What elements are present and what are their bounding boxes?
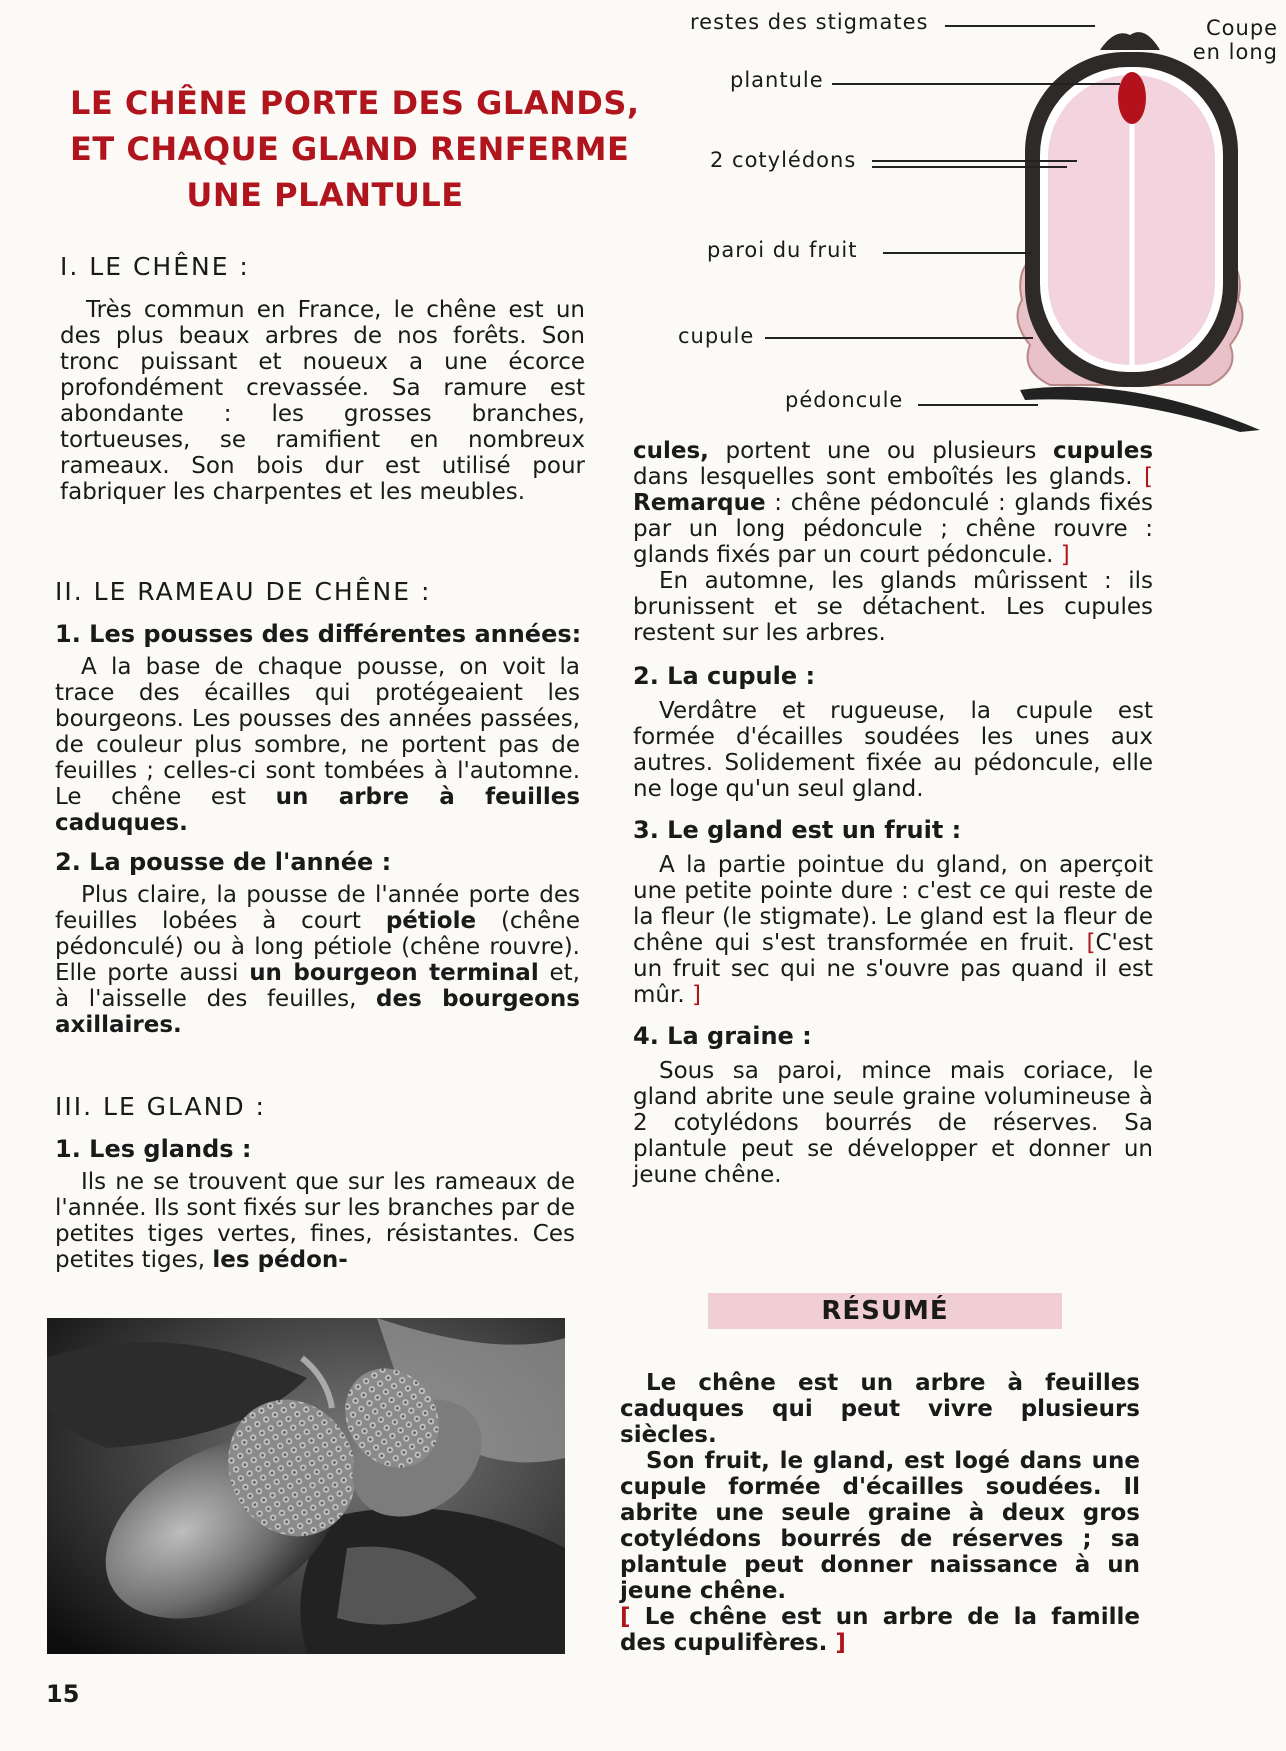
paragraph <box>633 438 1153 568</box>
paragraph-text: (chêne pédonculé) ou à long pétiole (chêne rouvre). Elle porte aussi <box>55 908 581 986</box>
leader-line <box>945 25 1095 27</box>
subsection-title: 1. Les pousses des différentes années: <box>55 620 582 648</box>
subsection-title: 2. La cupule : <box>633 662 816 690</box>
right-column <box>633 438 1153 1188</box>
paragraph-text: En automne, les glands mûrissent : ils brunissent et se détachent. Les cupules restent sur les arbres. <box>633 568 1153 646</box>
bold-text: cules, <box>633 438 709 464</box>
section-rameau <box>55 577 580 1038</box>
title-line-3: UNE PLANTULE <box>186 176 464 214</box>
acorn-diagram-drawing <box>620 0 1286 440</box>
caption-coupe: Coupe <box>1206 16 1279 40</box>
resume-paragraph <box>620 1604 1140 1656</box>
bold-text: cupules <box>1052 438 1154 464</box>
section-heading: III. LE GLAND : <box>55 1092 266 1121</box>
title-line-1: LE CHÊNE PORTE DES GLANDS, <box>70 84 640 122</box>
subsection-title: 2. La pousse de l'année : <box>55 848 392 876</box>
leader-line <box>832 83 1120 85</box>
resume-text: Le chêne est un arbre de la famille des cupulifères. <box>620 1604 1140 1656</box>
resume-text: Le chêne est un arbre à feuilles caduques qui peut vivre plusieurs siècles. <box>620 1370 1140 1448</box>
bracket: ] <box>1060 542 1070 568</box>
bracket: ] <box>835 1630 846 1656</box>
bracket: [ <box>620 1604 631 1630</box>
label-pedoncule: pédoncule <box>785 388 904 412</box>
subsection-title: 4. La graine : <box>633 1022 812 1050</box>
paragraph-text: Très commun en France, le chêne est un des plus beaux arbres de nos forêts. Son tronc puissant et noueux a une écorce profondément crevassée. Sa ramure est abondante : les grosses branches, tortueuses, se ramifient en nombreux rameaux. Son bois dur est utilisé pour fabriquer les charpentes et les meubles. <box>60 297 585 505</box>
subsection-title: 1. Les glands : <box>55 1135 252 1163</box>
acorn-section-diagram <box>620 0 1286 440</box>
resume-paragraph <box>620 1370 1140 1448</box>
paragraph <box>55 882 580 1038</box>
resume-paragraph <box>620 1448 1140 1604</box>
label-plantule: plantule <box>730 68 824 92</box>
title-line-2: ET CHAQUE GLAND RENFERME <box>70 130 630 168</box>
paragraph <box>60 297 585 505</box>
bold-text: les pédon- <box>212 1247 348 1273</box>
paragraph <box>55 654 580 836</box>
paragraph-text: portent une ou plusieurs <box>725 438 1037 464</box>
paragraph-text: Ils ne se trouvent que sur les rameaux de l'année. Ils sont fixés sur les branches par de petites tiges vertes, fines, résistantes. Ces petites tiges, <box>55 1169 575 1273</box>
bold-text: pétiole <box>385 908 477 934</box>
leader-line <box>883 252 1033 254</box>
leader-line <box>872 160 1077 162</box>
bold-text: des bourgeons axillaires. <box>55 986 580 1038</box>
section-heading: II. LE RAMEAU DE CHÊNE : <box>55 577 432 606</box>
caption-en-long: en long <box>1192 40 1278 64</box>
bracket: ] <box>691 982 701 1008</box>
acorn-photo <box>47 1318 565 1654</box>
paragraph <box>633 568 1153 646</box>
remark-text: : chêne pédonculé : glands fixés par un long pédoncule ; chêne rouvre : glands fixés par un court pédoncule. <box>633 490 1153 568</box>
paragraph <box>633 698 1153 802</box>
paragraph <box>55 1169 575 1273</box>
paragraph <box>633 852 1153 1008</box>
paragraph-text: dans lesquelles sont emboîtés les glands. <box>633 464 1133 490</box>
resume-title: RÉSUMÉ <box>821 1296 949 1326</box>
acorn-photo-image <box>47 1318 565 1654</box>
section-gland <box>55 1092 575 1273</box>
paragraph-text: et, à l'aisselle des feuilles, <box>55 960 580 1012</box>
section-heading: I. LE CHÊNE : <box>60 252 250 281</box>
paragraph <box>633 1058 1153 1188</box>
subsection-title: 3. Le gland est un fruit : <box>633 816 962 844</box>
paragraph-text: A la partie pointue du gland, on aperçoit une petite pointe dure : c'est ce qui reste de la fleur (le stigmate). Le gland est la fleur de chêne qui s'est transformée en fruit. <box>633 852 1153 956</box>
bracket: [ <box>1086 930 1096 956</box>
bold-text: un arbre à feuilles caduques. <box>55 784 581 836</box>
paragraph-text: Verdâtre et rugueuse, la cupule est formée d'écailles soudées les unes aux autres. Solidement fixée au pédoncule, elle ne loge qu'un seul gland. <box>633 698 1153 802</box>
leader-line <box>765 337 1033 339</box>
label-stigmates: restes des stigmates <box>690 10 929 34</box>
paragraph-text: Sous sa paroi, mince mais coriace, le gland abrite une seule graine volumineuse à 2 cotylédons bourrés de réserves. Sa plantule peut se développer et donner un jeune chêne. <box>633 1058 1153 1188</box>
paragraph-text: A la base de chaque pousse, on voit la trace des écailles qui protégeaient les bourgeons. Les pousses des années passées, de couleur plus sombre, ne portent pas de feuilles ; celles-ci sont tombées à l'automne. Le chêne est <box>55 654 580 810</box>
label-cotyledons: 2 cotylédons <box>710 148 857 172</box>
resume-block <box>620 1370 1140 1656</box>
paragraph-text: Plus claire, la pousse de l'année porte des feuilles lobées à court <box>55 882 580 934</box>
remark-label: Remarque <box>633 490 766 516</box>
section-chene <box>60 252 585 505</box>
resume-text: Son fruit, le gland, est logé dans une cupule formée d'écailles soudées. Il abrite une seule graine à deux gros cotylédons bourrés de réserves ; sa plantule peut donner naissance à un jeune chêne. <box>620 1448 1140 1604</box>
paragraph-text: C'est un fruit sec qui ne s'ouvre pas quand il est mûr. <box>633 930 1154 1008</box>
leader-line <box>872 166 1067 168</box>
bold-text: un bourgeon terminal <box>249 960 539 986</box>
page-number: 15 <box>46 1680 80 1708</box>
page-title <box>70 80 640 218</box>
label-paroi: paroi du fruit <box>707 238 858 262</box>
leader-line <box>918 404 1038 406</box>
label-cupule: cupule <box>678 324 755 348</box>
bracket: [ <box>1144 464 1153 490</box>
